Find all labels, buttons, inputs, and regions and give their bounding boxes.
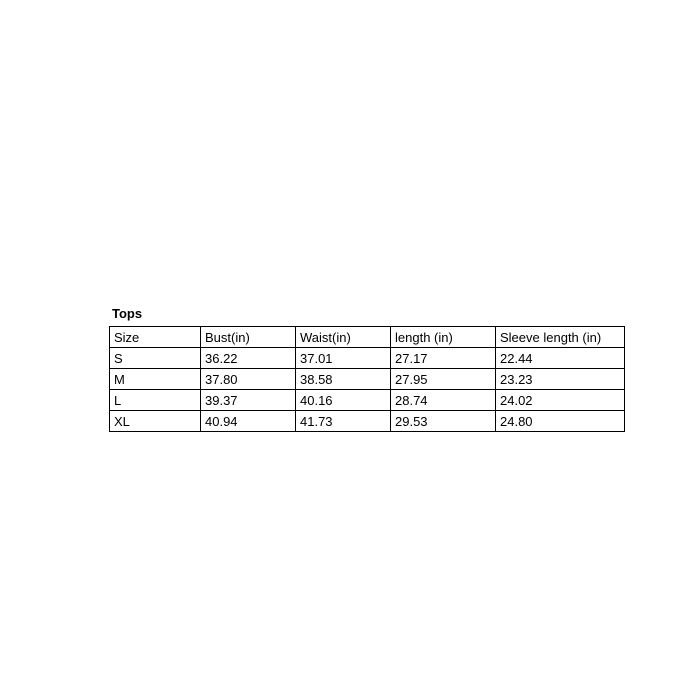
- bust-cell: 36.22: [201, 348, 296, 369]
- bust-cell: 37.80: [201, 369, 296, 390]
- header-cell-bust: Bust(in): [201, 327, 296, 348]
- waist-cell: 37.01: [296, 348, 391, 369]
- header-cell-waist: Waist(in): [296, 327, 391, 348]
- size-cell: S: [110, 348, 201, 369]
- length-cell: 28.74: [391, 390, 496, 411]
- sleeve-cell: 22.44: [496, 348, 625, 369]
- table-row-m: [110, 369, 625, 390]
- size-chart-title: Tops: [112, 306, 143, 321]
- waist-cell: 41.73: [296, 411, 391, 432]
- size-cell: L: [110, 390, 201, 411]
- size-chart-section: [109, 306, 625, 432]
- waist-cell: 40.16: [296, 390, 391, 411]
- header-cell-size: Size: [110, 327, 201, 348]
- sleeve-cell: 24.02: [496, 390, 625, 411]
- size-cell: M: [110, 369, 201, 390]
- length-cell: 27.95: [391, 369, 496, 390]
- header-row: [110, 327, 625, 348]
- size-cell: XL: [110, 411, 201, 432]
- length-cell: 29.53: [391, 411, 496, 432]
- sleeve-cell: 24.80: [496, 411, 625, 432]
- bust-cell: 39.37: [201, 390, 296, 411]
- header-cell-sleeve: Sleeve length (in): [496, 327, 625, 348]
- table-row-l: [110, 390, 625, 411]
- length-cell: 27.17: [391, 348, 496, 369]
- header-cell-length: length (in): [391, 327, 496, 348]
- table-row-xl: [110, 411, 625, 432]
- sleeve-cell: 23.23: [496, 369, 625, 390]
- table-row-s: [110, 348, 625, 369]
- size-chart-table: [109, 326, 625, 432]
- waist-cell: 38.58: [296, 369, 391, 390]
- bust-cell: 40.94: [201, 411, 296, 432]
